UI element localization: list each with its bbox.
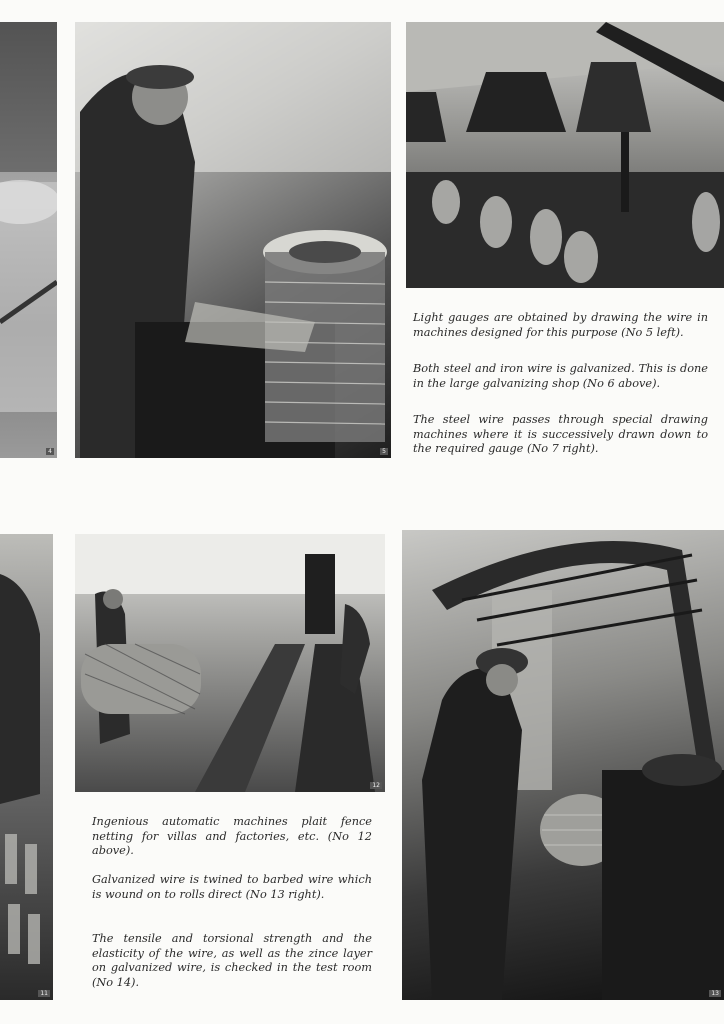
photo-6-galvanizing-shop [406,22,724,288]
photo-6-illustration [406,22,724,288]
photo-12-fence-netting-machines [75,534,385,792]
photo-12-illustration [75,534,385,792]
photo-13-illustration [402,530,724,1000]
photo-4-number: 4 [48,448,52,455]
photo-13-barbed-wire-machine [402,530,724,1000]
caption-no12-fence-netting: Ingenious automatic machines plait fence netting for villas and factories, etc. (No 12 above). [92,815,372,857]
photo-4-wire-machine-partial [0,22,57,458]
caption-no14-test-room: The tensile and torsional strength and the elasticity of the wire, as well as the zince layer on galvanized wire, is checked in the test room (No 14). [92,932,372,989]
photo-12-number: 12 [372,782,380,789]
photo-5-number: 5 [382,448,386,455]
photo-11-worker-spools-partial [0,534,53,1000]
photo-11-illustration [0,534,53,1000]
caption-no5-light-gauges: Light gauges are obtained by drawing the wire in machines designed for this purpose (No 5 left). [413,311,708,339]
photo-5-illustration [75,22,391,458]
caption-no13-barbed-wire: Galvanized wire is twined to barbed wire which is wound on to rolls direct (No 13 right). [92,873,372,901]
caption-no6-galvanizing: Both steel and iron wire is galvanized. This is done in the large galvanizing shop (No 6 above). [413,362,708,390]
photo-13-number: 13 [711,990,719,997]
photo-11-number: 11 [40,990,48,997]
photo-5-worker-drawing-wire [75,22,391,458]
caption-no7-drawing-machines: The steel wire passes through special drawing machines where it is successively drawn down to the required gauge (No 7 right). [413,413,708,455]
photo-4-illustration [0,22,57,458]
